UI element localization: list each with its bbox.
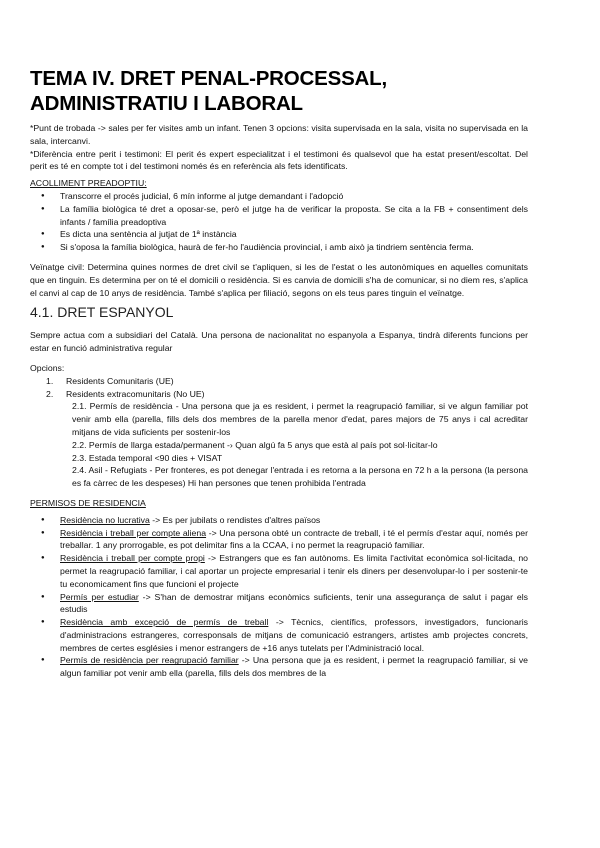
- permisos-list: [30, 514, 528, 680]
- list-item: 2. Residents extracomunitaris (No UE): [46, 388, 205, 399]
- list-item: ● La família biològica té dret a oposar-se, però el jutge ha de verificar la proposta. Se cita a la FB + consentiment dels infants / família preadoptiva: [30, 203, 528, 229]
- sub-option: 2.1. Permís de residència - Una persona que ja es resident, i permet la reagrupació familiar, si ve algun familiar pot venir amb ella (parella, fills dels dos membres de la parella menor d'edat, pares majors de 75 anys i cal acreditar mitjans de vida suficients per sostenir-los: [72, 401, 528, 437]
- document-page: [30, 66, 528, 680]
- permisos-heading: PERMISOS DE RESIDENCIA: [30, 497, 146, 508]
- sub-option: 2.3. Estada temporal <90 dies + VISAT: [72, 452, 223, 463]
- page-title: TEMA IV. DRET PENAL-PROCESSAL, ADMINISTRATIU I LABORAL: [30, 67, 387, 115]
- intro-paragraph-2: *Diferència entre perit i testimoni: El perit és expert especialitzat i el testimoni és qualsevol que ha estat present/escoltat. Del perit es té en compte tot i del testimoni només és en referència als fets identificats.: [30, 148, 528, 172]
- list-item: ● Es dicta una sentència al jutjat de 1ª instància: [30, 228, 528, 241]
- opcions-list: [30, 375, 528, 401]
- list-item: ● Permís per estudiar -> S'han de demostrar mitjans econòmics suficients, tenir una assegurança de salut i pagar els estudis: [30, 591, 528, 617]
- list-item: 1. Residents Comunitaris (UE): [46, 375, 174, 386]
- sub-option: 2.2. Permís de llarga estada/permanent -› Quan algú fa 5 anys que està al país pot sol·licitar-lo: [72, 439, 438, 450]
- section-heading: 4.1. DRET ESPANYOL: [30, 304, 174, 321]
- list-item: ● Transcorre el procés judicial, 6 mín informe al jutge demandant i l'adopció: [30, 190, 528, 203]
- list-item: ● Residència amb excepció de permís de treball -> Tècnics, científics, professors, investigadors, funcionaris d'administracions estrangeres, corresponsals de mitjans de comunicació estrangers, artistes amb projectes concrets, membres de certes esglésies i menor estrangers de +16 anys tutelats per l'Administració local.: [30, 616, 528, 654]
- sub-option: 2.4. Asil - Refugiats - Per fronteres, es pot denegar l'entrada i es retorna a la persona en 72 h a la persona (la persona es fa càrrec de les despeses) Hi han persones que tenen prohibida l'entrada: [72, 465, 528, 489]
- list-item: ● Residència no lucrativa -> Es per jubilats o rendistes d'altres països: [30, 514, 528, 527]
- acolliment-heading: ACOLLIMENT PREADOPTIU:: [30, 178, 147, 189]
- list-item: ● Permís de residència per reagrupació familiar -> Una persona que ja es resident, i permet la reagrupació familiar, si ve algun familiar pot venir amb ella (parella, fills dels dos membres de la: [30, 654, 528, 680]
- sub-options: [30, 400, 528, 490]
- acolliment-list: [30, 190, 528, 254]
- list-item: ● Si s'oposa la família biològica, haurà de fer-ho l'audiència provincial, i amb això ja tindriem sentència ferma.: [30, 241, 528, 254]
- opcions-label: Opcions:: [30, 362, 65, 373]
- intro-paragraph-1: *Punt de trobada -> sales per fer visites amb un infant. Tenen 3 opcions: visita supervisada en la sala, visita no supervisada en la sala, intercanvi.: [30, 123, 528, 146]
- list-item: ● Residència i treball per compte propi -> Estrangers que es fan autònoms. Es limita l'activitat econòmica sol·licitada, no permet la reagrupació familiar, i cal aportar un projecte empresarial i tenir els diners per desenvolupar-lo i per sostenir-te tu economicament fins que funcioni el projecte: [30, 552, 528, 590]
- section-intro: Sempre actua com a subsidiari del Català. Una persona de nacionalitat no espanyola a Espanya, tindrà diferents funcions per estar en funció administrativa regular: [30, 330, 528, 354]
- veinatge-paragraph: Veïnatge civil: Determina quines normes de dret civil se t'apliquen, si les de l'estat o les autonòmiques en aquelles comunitats que en tinguin. Es determina per on té el domicili o residència. Si es canvia de domicili s'ha de comunicar, si no diem res, s'aplica el canvi al cap de 10 anys de residència. També s'aplica per filiació, segons on els teus pares tinguin el veïnatge.: [30, 261, 528, 298]
- list-item: ● Residència i treball per compte aliena -> Una persona obté un contracte de treball, i té el permís d'estar aquí, només per treballar. 1 any prorrogable, es pot delimitar fins a la CCAA, i no permet la reagrupació familiar.: [30, 527, 528, 553]
